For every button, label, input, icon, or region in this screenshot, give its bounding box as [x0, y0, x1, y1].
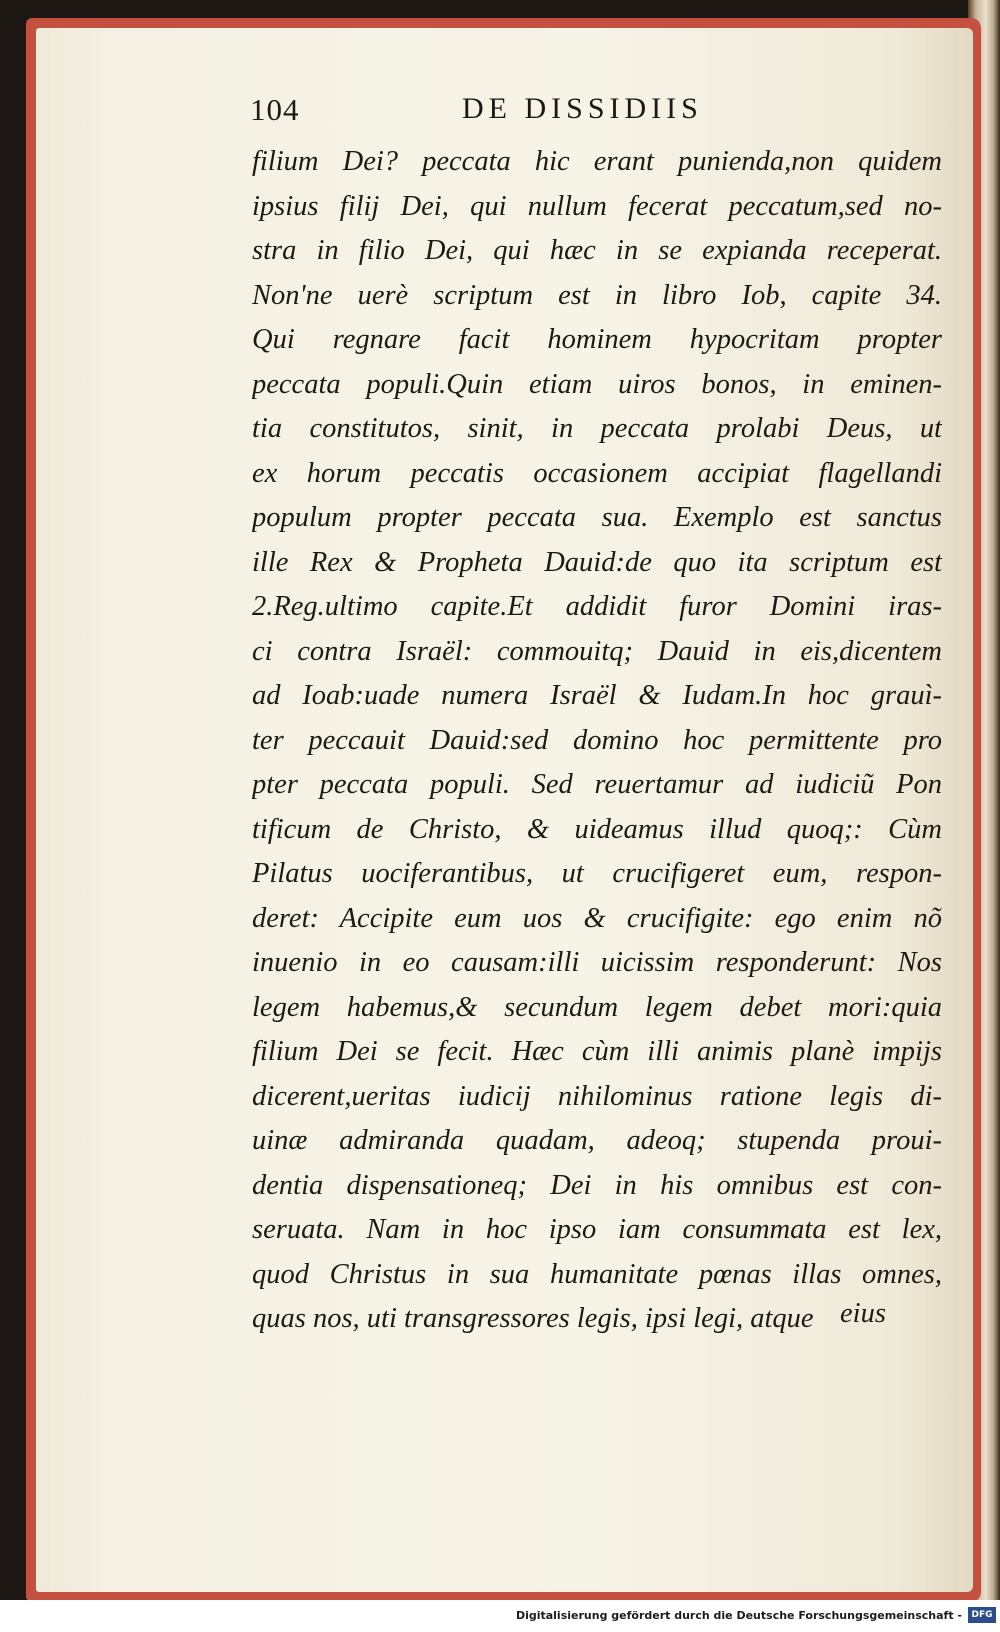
text-line: populum propter peccata sua. Exemplo est sanctus: [252, 502, 942, 533]
dfg-logo: DFG: [968, 1607, 996, 1623]
text-line: peccata populi.Quin etiam uiros bonos, in eminen-: [252, 368, 942, 400]
text-line: Pilatus uociferantibus, ut crucifigeret eum, respon-: [252, 858, 942, 889]
body-text: [252, 140, 942, 1342]
text-line: filium Dei se fecit. Hæc cùm illi animis planè impijs: [252, 1036, 942, 1067]
text-line: quas nos, uti transgressores legis, ipsi legi, atque: [252, 1303, 814, 1334]
page-number: 104: [250, 92, 300, 127]
text-line: pter peccata populi. Sed reuertamur ad iudiciũ Pon: [252, 769, 942, 800]
text-line: ad Ioab:uade numera Israël & Iudam.In hoc grauì-: [252, 680, 942, 711]
text-line: ter peccauit Dauid:sed domino hoc permittente pro: [252, 724, 942, 756]
text-line: uinæ admiranda quadam, adeoq; stupenda proui-: [252, 1125, 942, 1156]
text-line: stra in filio Dei, qui hæc in se expianda receperat.: [252, 235, 942, 266]
text-line: dentia dispensationeq; Dei in his omnibus est con-: [252, 1169, 942, 1201]
text-line: dicerent,ueritas iudicij nihilominus ratione legis di-: [252, 1080, 942, 1112]
text-line: 2.Reg.ultimo capite.Et addidit furor Domini iras-: [252, 591, 942, 622]
text-line: seruata. Nam in hoc ipso iam consummata est lex,: [252, 1214, 942, 1245]
catchword: eius: [840, 1298, 886, 1329]
text-line: legem habemus,& secundum legem debet mori:quia: [252, 991, 942, 1023]
text-line: ipsius filij Dei, qui nullum fecerat peccatum,sed no-: [252, 190, 942, 222]
text-line: ci contra Israël: commouitq; Dauid in eis,dicentem: [252, 635, 942, 667]
text-line: Qui regnare facit hominem hypocritam propter: [252, 324, 942, 355]
text-line: Non'ne uerè scriptum est in libro Iob, capite 34.: [252, 279, 942, 311]
text-line: tia constitutos, sinit, in peccata prolabi Deus, ut: [252, 413, 942, 444]
funding-notice: Digitalisierung gefördert durch die Deutsche Forschungsgemeinschaft -: [515, 1609, 962, 1622]
text-line: inuenio in eo causam:illi uicissim responderunt: Nos: [252, 947, 942, 978]
text-line: quod Christus in sua humanitate pœnas illas omnes,: [252, 1258, 942, 1290]
text-line: ex horum peccatis occasionem accipiat flagellandi: [252, 457, 942, 489]
text-line: filium Dei? peccata hic erant punienda,non quidem: [252, 146, 942, 177]
digitization-footer: [0, 1600, 1000, 1632]
text-line: tificum de Christo, & uideamus illud quoq;: Cùm: [252, 813, 942, 845]
text-line: deret: Accipite eum uos & crucifigite: ego enim nõ: [252, 902, 942, 934]
running-title: DE DISSIDIIS: [462, 92, 703, 125]
text-line: ille Rex & Propheta Dauid:de quo ita scriptum est: [252, 546, 942, 578]
page-header: [250, 92, 790, 132]
